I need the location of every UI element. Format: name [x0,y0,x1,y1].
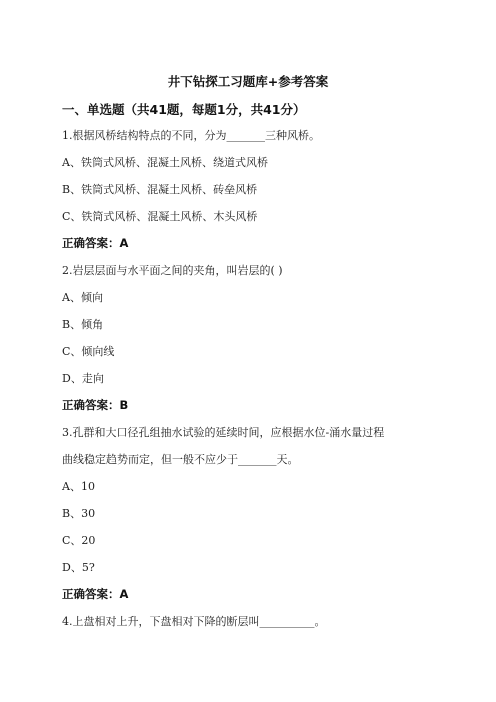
question-2-option-d: D、走向 [62,372,104,385]
question-2-answer: 正确答案：B [62,398,129,412]
document-title: 井下钻探工习题库+参考答案 [167,74,329,89]
question-1-answer: 正确答案：A [62,236,129,250]
question-3-stem-line-2: 曲线稳定趋势而定，但一般不应少于_______天。 [62,453,299,466]
question-2-stem: 2.岩层层面与水平面之间的夹角，叫岩层的( ) [62,264,283,277]
question-1-stem: 1.根据风桥结构特点的不同，分为_______三种风桥。 [62,129,320,142]
question-3-stem-line-1: 3.孔群和大口径孔组抽水试验的延续时间，应根据水位-涌水量过程 [62,426,385,439]
section-heading: 一、单选题（共41题，每题1分，共41分） [62,102,306,117]
question-3-option-b: B、30 [62,507,96,520]
question-3-option-a: A、10 [62,480,95,493]
question-2-option-c: C、倾向线 [62,345,115,358]
question-1-option-b: B、铁筒式风桥、混凝土风桥、砖垒风桥 [62,183,258,196]
question-4-stem: 4.上盘相对上升，下盘相对下降的断层叫__________。 [62,615,326,628]
question-3-answer: 正确答案：A [62,587,129,601]
question-1-option-c: C、铁筒式风桥、混凝土风桥、木头风桥 [62,210,258,223]
question-3-option-c: C、20 [62,534,96,547]
question-2-option-b: B、倾角 [62,318,104,331]
question-2-option-a: A、倾向 [62,291,103,304]
question-3-option-d: D、5? [62,561,95,574]
question-1-option-a: A、铁筒式风桥、混凝土风桥、绕道式风桥 [62,156,268,169]
